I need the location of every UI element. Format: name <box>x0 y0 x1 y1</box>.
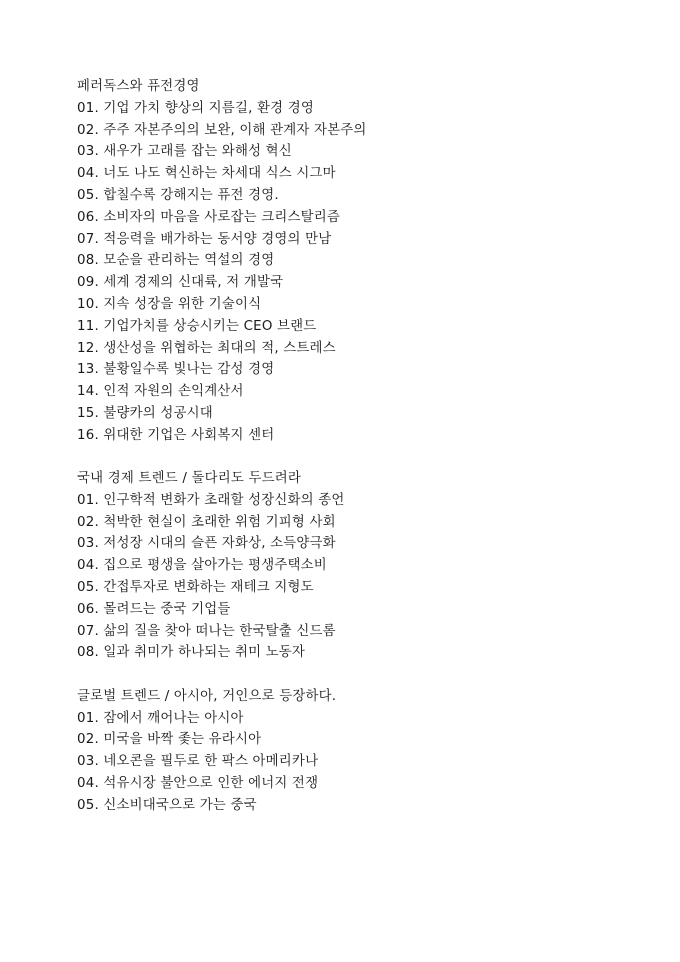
section-global-trends <box>77 686 637 817</box>
section-heading: 글로벌 트렌드 / 아시아, 거인으로 등장하다. <box>77 688 337 704</box>
list-item: 01. 잠에서 깨어나는 아시아 <box>77 710 244 726</box>
list-item: 06. 몰려드는 중국 기업들 <box>77 601 231 617</box>
list-item: 04. 너도 나도 혁신하는 차세대 식스 시그마 <box>77 166 336 182</box>
list-item: 04. 집으로 평생을 살아가는 평생주택소비 <box>77 558 327 574</box>
list-item: 14. 인적 자원의 손익계산서 <box>77 384 244 400</box>
list-item: 09. 세계 경제의 신대륙, 저 개발국 <box>77 275 284 291</box>
section-heading: 국내 경제 트렌드 / 돌다리도 두드려라 <box>77 471 302 487</box>
list-item: 07. 적응력을 배가하는 동서양 경영의 만남 <box>77 231 332 247</box>
list-item: 01. 인구학적 변화가 초래할 성장신화의 종언 <box>77 492 345 508</box>
list-item: 05. 신소비대국으로 가는 중국 <box>77 797 257 813</box>
list-item: 15. 불량카의 성공시대 <box>77 405 213 421</box>
section-paradox-fusion-management <box>77 76 637 447</box>
list-item: 05. 합칠수록 강해지는 퓨전 경영. <box>77 187 279 203</box>
section-domestic-economy-trends <box>77 468 637 664</box>
list-item: 03. 새우가 고래를 잡는 와해성 혁신 <box>77 144 292 160</box>
list-item: 06. 소비자의 마음을 사로잡는 크리스탈리즘 <box>77 209 341 225</box>
list-item: 02. 미국을 바짝 좇는 유라시아 <box>77 732 262 748</box>
list-item: 03. 저성장 시대의 슬픈 자화상, 소득양극화 <box>77 536 336 552</box>
document-page <box>77 76 637 817</box>
list-item: 08. 모순을 관리하는 역설의 경영 <box>77 253 275 269</box>
list-item: 11. 기업가치를 상승시키는 CEO 브랜드 <box>77 318 317 334</box>
list-item: 16. 위대한 기업은 사회복지 센터 <box>77 427 275 443</box>
list-item: 03. 네오콘을 필두로 한 팍스 아메리카나 <box>77 754 319 770</box>
list-item: 08. 일과 취미가 하나되는 취미 노동자 <box>77 645 306 661</box>
list-item: 04. 석유시장 불안으로 인한 에너지 전쟁 <box>77 775 319 791</box>
list-item: 01. 기업 가치 향상의 지름길, 환경 경영 <box>77 100 314 116</box>
list-item: 02. 척박한 현실이 초래한 위험 기피형 사회 <box>77 514 336 530</box>
section-heading: 페러독스와 퓨전경영 <box>77 79 200 94</box>
list-item: 12. 생산성을 위협하는 최대의 적, 스트레스 <box>77 340 336 356</box>
list-item: 02. 주주 자본주의의 보완, 이해 관계자 자본주의 <box>77 122 367 138</box>
list-item: 05. 간접투자로 변화하는 재테크 지형도 <box>77 580 314 596</box>
list-item: 07. 삶의 질을 찾아 떠나는 한국탈출 신드롬 <box>77 623 336 639</box>
list-item: 10. 지속 성장을 위한 기술이식 <box>77 296 262 312</box>
list-item: 13. 불황일수록 빛나는 감성 경영 <box>77 362 275 378</box>
